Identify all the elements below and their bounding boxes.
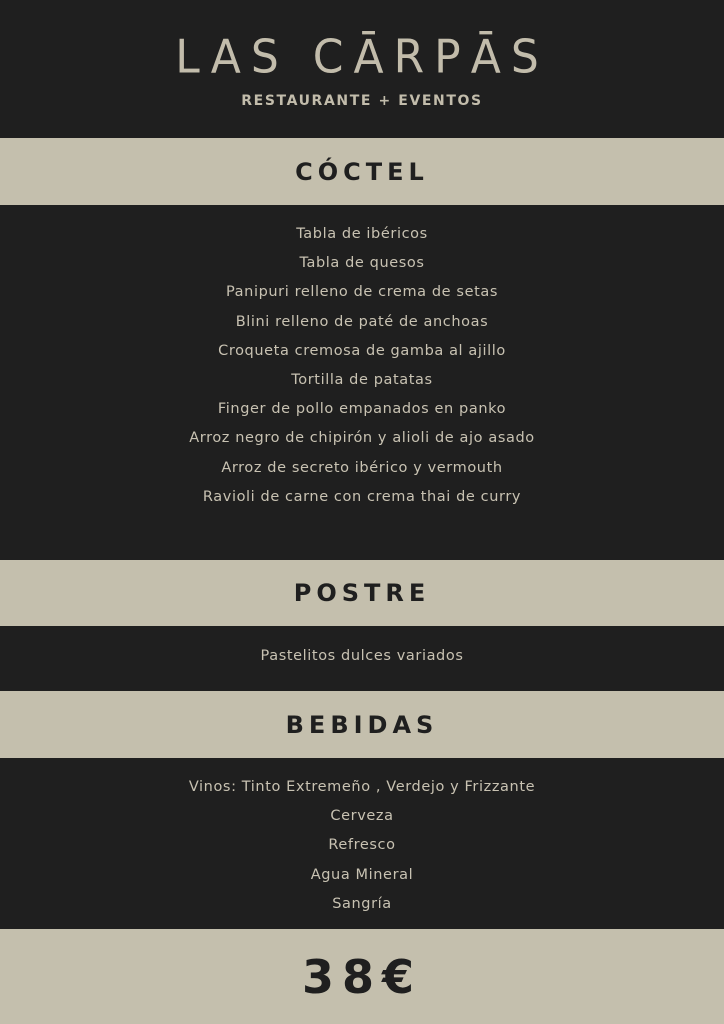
menu-item: Cerveza: [330, 808, 394, 825]
section-header-postre: [0, 560, 724, 626]
section-title-postre: POSTRE: [293, 579, 431, 607]
menu-item: Vinos: Tinto Extremeño , Verdejo y Frizzante: [188, 779, 536, 795]
menu-item: Arroz negro de chipirón y alioli de ajo asado: [189, 430, 535, 447]
menu-item: Tabla de ibéricos: [296, 226, 428, 242]
header: [0, 0, 724, 138]
menu-item: Pastelitos dulces variados: [260, 648, 464, 664]
restaurant-subtitle: RESTAURANTE + EVENTOS: [241, 93, 483, 109]
section-header-cocktail: [0, 138, 724, 205]
restaurant-logo: LAS CĀRPĀS: [175, 30, 549, 85]
section-title-cocktail: CÓCTEL: [295, 157, 429, 186]
bebidas-items-list: [0, 773, 724, 919]
cocktail-items-list: [0, 220, 724, 512]
menu-price: 38€: [301, 949, 423, 1004]
menu-item: Sangría: [332, 895, 392, 912]
menu-item: Blini relleno de paté de anchoas: [235, 313, 489, 330]
menu-item: Agua Mineral: [310, 866, 414, 883]
menu-item: Croqueta cremosa de gamba al ajillo: [218, 342, 506, 359]
menu-item: Refresco: [328, 837, 396, 854]
menu-item: Panipuri relleno de crema de setas: [225, 284, 499, 301]
menu-item: Ravioli de carne con crema thai de curry: [202, 488, 522, 505]
section-header-bebidas: [0, 691, 724, 758]
menu-item: Tabla de quesos: [299, 255, 425, 272]
menu-item: Tortilla de patatas: [291, 371, 433, 388]
postre-items-list: [0, 642, 724, 671]
menu-item: Arroz de secreto ibérico y vermouth: [221, 459, 503, 476]
price-band: [0, 929, 724, 1024]
menu-item: Finger de pollo empanados en panko: [217, 401, 507, 418]
section-title-bebidas: BEBIDAS: [285, 710, 439, 739]
